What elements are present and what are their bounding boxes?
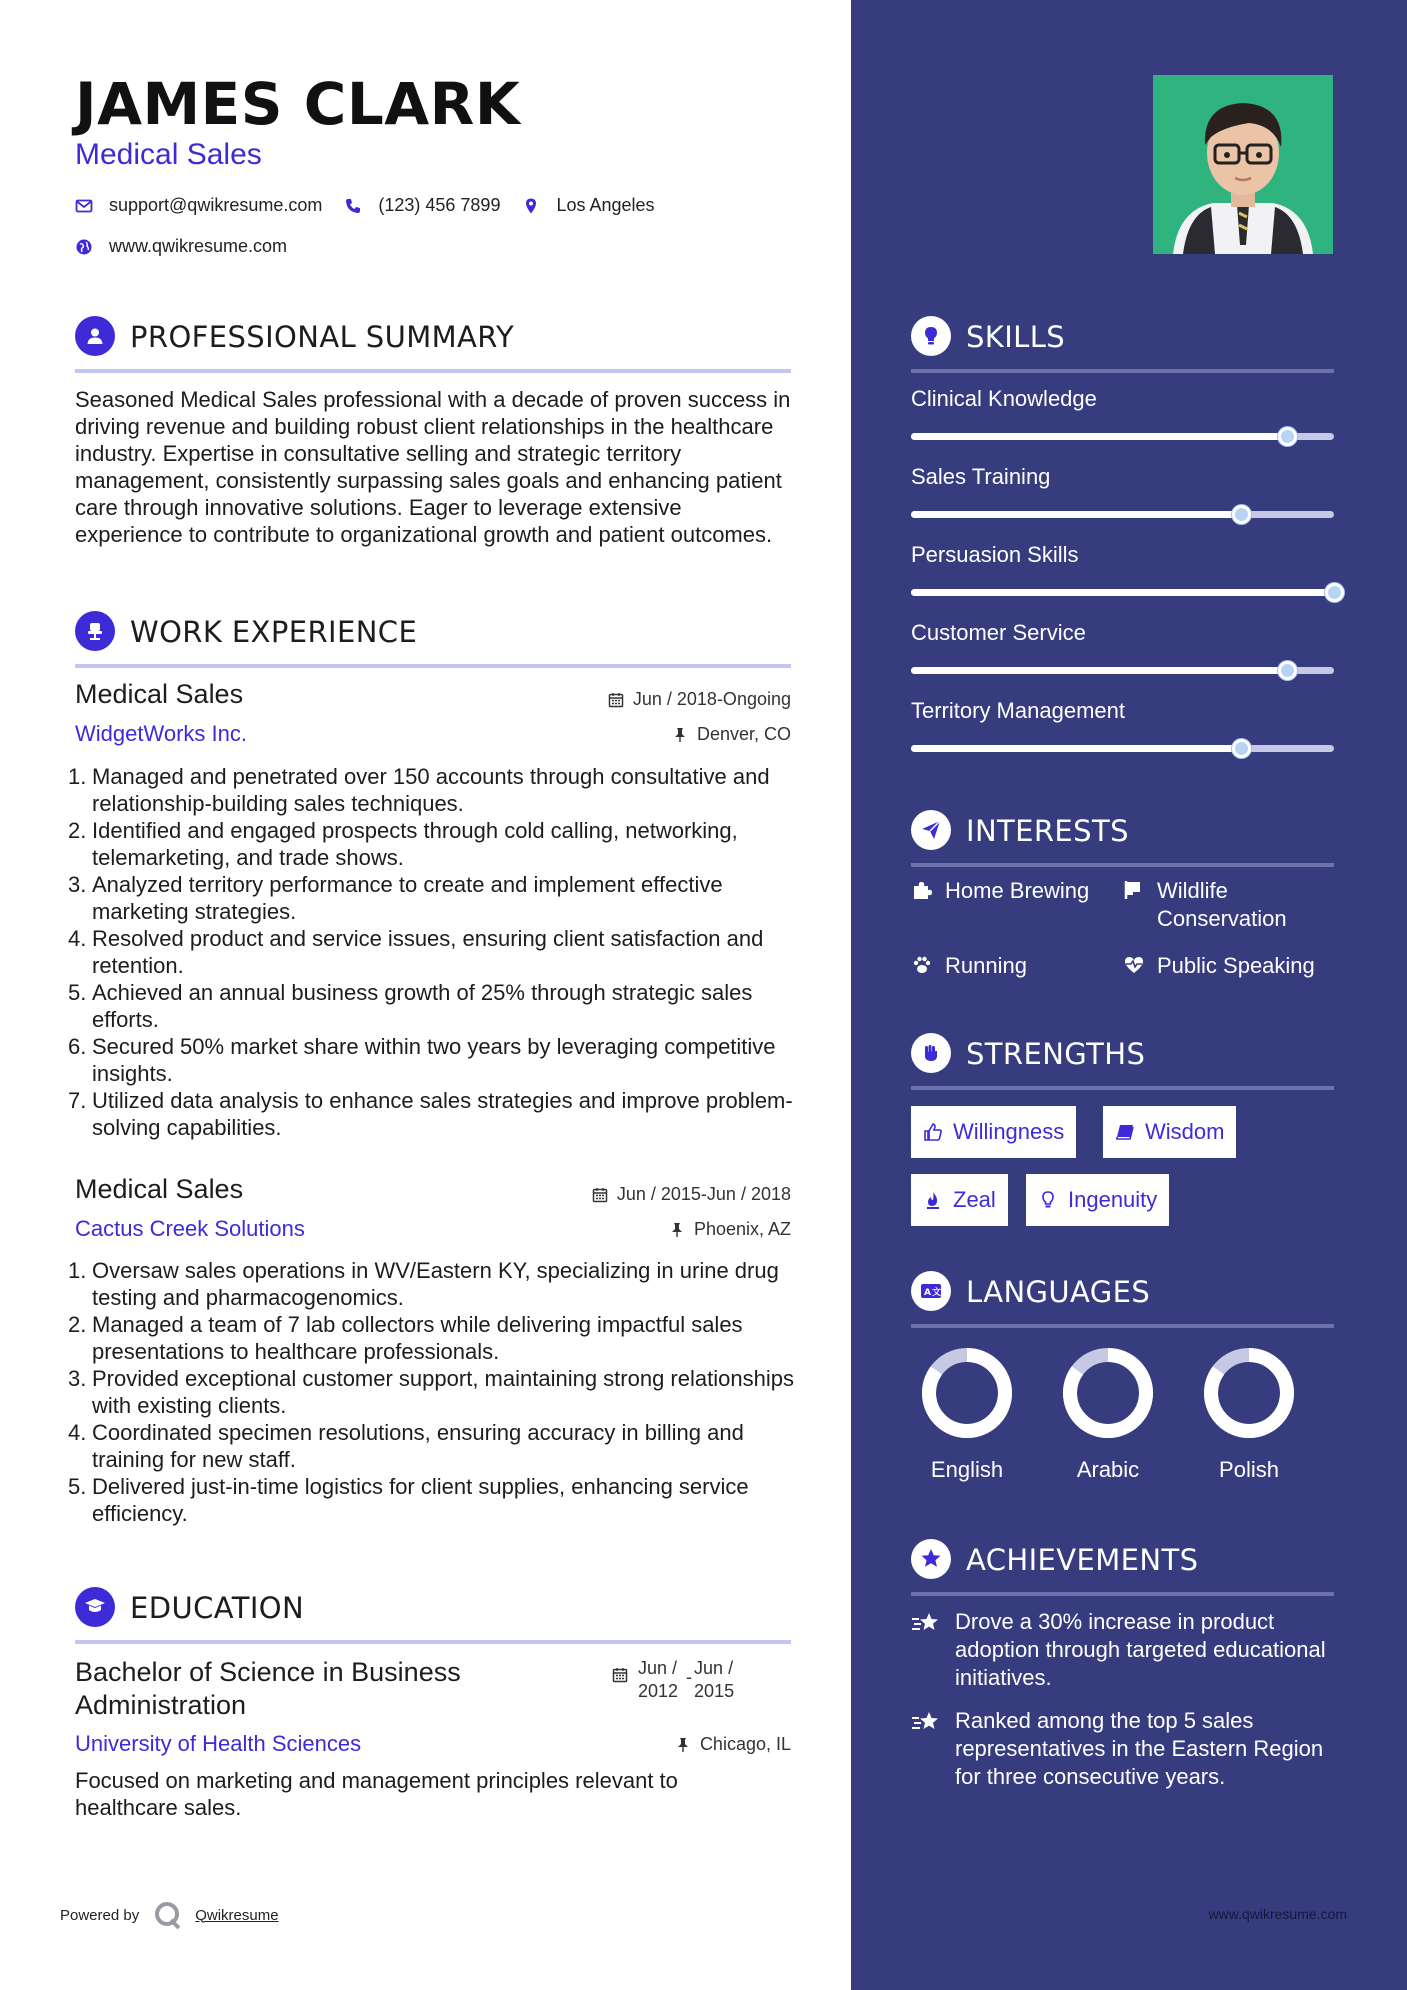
strength-tag — [911, 1106, 1076, 1158]
qwikresume-logo-icon — [153, 1900, 183, 1930]
interest-item — [1123, 952, 1315, 980]
section-title: LANGUAGES — [966, 1275, 1151, 1309]
powered-by-label: Powered by — [60, 1906, 140, 1924]
strength-tag — [1026, 1174, 1169, 1226]
language-donut — [1201, 1345, 1297, 1441]
qwikresume-link[interactable]: Qwikresume — [195, 1906, 279, 1924]
calendar-icon — [608, 692, 624, 708]
skill-label: Sales Training — [911, 464, 1051, 489]
language-label: Arabic — [1076, 1457, 1140, 1482]
interest-item — [911, 952, 1027, 980]
end-date — [694, 1657, 734, 1703]
contact-email[interactable] — [75, 195, 322, 216]
list-item: Analyzed territory performance to create and implement effective marketing strategies. — [92, 872, 723, 924]
skill-fill — [911, 589, 1334, 596]
candidate-role: Medical Sales — [75, 138, 262, 171]
shooting-star-icon — [911, 1709, 941, 1735]
strength-tag — [911, 1174, 1008, 1226]
strength-label: Willingness — [953, 1119, 1065, 1144]
language-label: English — [930, 1457, 1004, 1482]
skill-fill — [911, 745, 1241, 752]
strength-label: Zeal — [953, 1187, 996, 1212]
education-section-header — [75, 1587, 791, 1647]
list-item: Provided exceptional customer support, maintaining strong relationships with existing clients. — [92, 1366, 794, 1418]
section-divider — [911, 369, 1334, 373]
heartbeat-icon — [1123, 954, 1145, 976]
pushpin-icon — [675, 1737, 691, 1753]
map-pin-icon — [522, 197, 540, 215]
strength-tag — [1103, 1106, 1236, 1158]
skill-item — [911, 542, 1334, 568]
section-title: EDUCATION — [130, 1591, 305, 1625]
skill-fill — [911, 667, 1287, 674]
interest-label: Home Brewing — [945, 878, 1090, 903]
end-month: Jun / — [694, 1658, 734, 1678]
language-item — [917, 1345, 1017, 1483]
pushpin-icon — [672, 727, 688, 743]
section-title: ACHIEVEMENTS — [966, 1543, 1199, 1577]
interest-label: Wildlife Conservation — [1157, 878, 1287, 931]
book-icon — [1115, 1122, 1135, 1142]
achievement-text: Ranked among the top 5 sales representatives in the Eastern Region for three consecutive years. — [955, 1708, 1324, 1789]
envelope-icon — [75, 197, 93, 215]
school-location — [675, 1734, 791, 1755]
school-location-text: Chicago, IL — [699, 1734, 791, 1754]
lightbulb-icon — [911, 316, 951, 356]
skill-item — [911, 386, 1334, 412]
section-divider — [75, 664, 791, 668]
language-donut — [1060, 1345, 1156, 1441]
list-item: Secured 50% market share within two years by leveraging competitive insights. — [92, 1034, 776, 1086]
shooting-star-icon — [911, 1610, 941, 1636]
strength-label: Ingenuity — [1068, 1187, 1158, 1212]
job-duties-list — [92, 1257, 802, 1527]
skill-knob — [1232, 739, 1251, 758]
strength-label: Wisdom — [1145, 1119, 1225, 1144]
section-divider — [911, 1324, 1334, 1328]
job-duties-list — [92, 763, 802, 1141]
pushpin-icon — [669, 1222, 685, 1238]
company-name: Cactus Creek Solutions — [75, 1216, 305, 1241]
paper-plane-icon — [911, 810, 951, 850]
interest-label: Running — [945, 953, 1027, 978]
skills-section-header — [911, 316, 1334, 376]
graduate-icon — [75, 1587, 115, 1627]
powered-by — [60, 1900, 279, 1930]
sidebar — [851, 0, 1407, 1990]
list-item: Oversaw sales operations in WV/Eastern KY, specializing in urine drug testing and pharmacogenomics. — [92, 1258, 779, 1310]
end-year: 2015 — [694, 1681, 735, 1701]
skill-item — [911, 464, 1334, 490]
skill-track — [911, 589, 1334, 596]
interest-label: Public Speaking — [1157, 953, 1315, 978]
achievement-item — [911, 1707, 1341, 1791]
job-title: Medical Sales — [75, 1174, 244, 1204]
language-donut — [919, 1345, 1015, 1441]
skill-label: Clinical Knowledge — [911, 386, 1097, 411]
skill-track — [911, 511, 1334, 518]
date-separator: - — [686, 1667, 693, 1687]
list-item: Identified and engaged prospects through cold calling, networking, telemarketing, and trade shows. — [92, 818, 738, 870]
footer-website[interactable]: www.qwikresume.com — [1208, 1906, 1347, 1922]
job-location — [672, 724, 791, 745]
section-title: PROFESSIONAL SUMMARY — [130, 320, 515, 354]
summary-text: Seasoned Medical Sales professional with a decade of proven success in driving revenue and building robust client relationships in the healthcare industry. Expertise in consultative selling and strategic territory management, consistently surpassing sales goals and enhancing patient care through innovative solutions. Eager to leverage extensive experience to contribute to organizational growth and patient outcomes. — [75, 387, 791, 547]
contact-row — [75, 195, 677, 216]
office-chair-icon — [75, 611, 115, 651]
paw-icon — [911, 954, 933, 976]
list-item: Managed a team of 7 lab collectors while delivering impactful sales presentations to healthcare professionals. — [92, 1312, 743, 1364]
list-item: Managed and penetrated over 150 accounts through consultative and relationship-building sales techniques. — [92, 764, 770, 816]
calendar-icon — [592, 1187, 608, 1203]
skill-knob — [1278, 427, 1297, 446]
experience-section-header — [75, 611, 791, 671]
education-description: Focused on marketing and management principles relevant to healthcare sales. — [75, 1768, 678, 1820]
job-title: Medical Sales — [75, 679, 244, 709]
skill-knob — [1232, 505, 1251, 524]
profile-photo — [1153, 75, 1333, 254]
education-dates — [612, 1657, 734, 1703]
achievement-text: Drove a 30% increase in product adoption through targeted educational initiatives. — [955, 1609, 1326, 1690]
section-title: INTERESTS — [966, 814, 1129, 848]
phone-icon — [344, 197, 362, 215]
skill-label: Territory Management — [911, 698, 1125, 723]
contact-website[interactable] — [75, 236, 287, 257]
section-divider — [911, 1592, 1334, 1596]
calendar-icon — [612, 1667, 628, 1683]
candidate-name: JAMES CLARK — [75, 70, 521, 138]
thumbs-up-icon — [923, 1122, 943, 1142]
skill-label: Customer Service — [911, 620, 1086, 645]
flame-icon — [923, 1190, 943, 1210]
section-title: STRENGTHS — [966, 1037, 1146, 1071]
translate-icon — [911, 1271, 951, 1311]
job-dates-text: Jun / 2015-Jun / 2018 — [616, 1184, 791, 1204]
skill-fill — [911, 511, 1241, 518]
svg-text:文: 文 — [932, 1288, 942, 1298]
start-month: Jun / — [638, 1658, 678, 1678]
list-item: Resolved product and service issues, ensuring client satisfaction and retention. — [92, 926, 764, 978]
interests-section-header — [911, 810, 1334, 870]
job-location — [669, 1219, 791, 1240]
strengths-section-header — [911, 1033, 1334, 1093]
school-name: University of Health Sciences — [75, 1731, 362, 1756]
achievements-section-header — [911, 1539, 1334, 1599]
skill-knob — [1278, 661, 1297, 680]
list-item: Delivered just-in-time logistics for client supplies, enhancing service efficiency. — [92, 1474, 749, 1526]
start-date — [638, 1657, 678, 1703]
job-location-text: Denver, CO — [696, 724, 791, 744]
skill-track — [911, 745, 1334, 752]
contact-row-website — [75, 236, 309, 257]
section-title: WORK EXPERIENCE — [130, 615, 418, 649]
svg-text:A: A — [924, 1288, 931, 1298]
achievement-item — [911, 1608, 1341, 1692]
user-icon — [75, 316, 115, 356]
flag-icon — [1123, 879, 1145, 901]
section-title: SKILLS — [966, 320, 1066, 354]
list-item: Achieved an annual business growth of 25% through strategic sales efforts. — [92, 980, 753, 1032]
contact-phone[interactable] — [344, 195, 500, 216]
language-item — [1058, 1345, 1158, 1483]
section-divider — [75, 1640, 791, 1644]
phone-text: (123) 456 7899 — [378, 195, 501, 215]
skill-item — [911, 620, 1334, 646]
language-item — [1199, 1345, 1299, 1483]
job-dates-text: Jun / 2018-Ongoing — [632, 689, 791, 709]
job-dates — [592, 1184, 791, 1205]
degree-title: Bachelor of Science in Business Administration — [75, 1657, 461, 1720]
puzzle-icon — [911, 879, 933, 901]
list-item: Coordinated specimen resolutions, ensuring accuracy in billing and training for new staff. — [92, 1420, 744, 1472]
company-name: WidgetWorks Inc. — [75, 721, 247, 746]
interest-item — [1123, 877, 1323, 933]
section-divider — [911, 1086, 1334, 1090]
contact-location — [522, 195, 654, 216]
language-label: Polish — [1219, 1457, 1279, 1482]
skill-track — [911, 433, 1334, 440]
interest-item — [911, 877, 1089, 905]
website-text: www.qwikresume.com — [109, 236, 288, 256]
languages-section-header — [911, 1271, 1334, 1331]
skill-track — [911, 667, 1334, 674]
job-location-text: Phoenix, AZ — [693, 1219, 791, 1239]
star-badge-icon — [911, 1539, 951, 1579]
location-text: Los Angeles — [556, 195, 655, 215]
summary-section-header — [75, 316, 791, 376]
list-item: Utilized data analysis to enhance sales strategies and improve problem-solving capabilities. — [92, 1088, 793, 1140]
start-year: 2012 — [638, 1681, 679, 1701]
lightbulb-outline-icon — [1038, 1190, 1058, 1210]
section-divider — [75, 369, 791, 373]
skill-item — [911, 698, 1334, 724]
skill-label: Persuasion Skills — [911, 542, 1079, 567]
section-divider — [911, 863, 1334, 867]
skill-knob — [1325, 583, 1344, 602]
job-dates — [608, 689, 791, 710]
email-text: support@qwikresume.com — [109, 195, 323, 215]
fist-icon — [911, 1033, 951, 1073]
skill-fill — [911, 433, 1287, 440]
globe-icon — [75, 238, 93, 256]
